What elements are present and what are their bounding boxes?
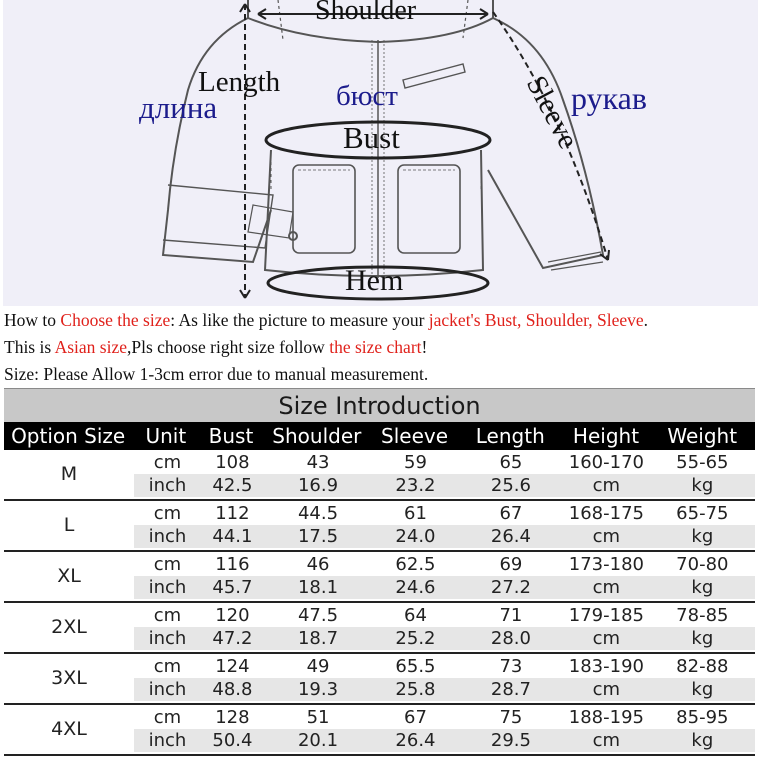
table-cell: 44.1 [212,526,253,547]
table-cell: 75 [499,707,523,728]
table-cell: 29.5 [490,730,531,751]
length-ru-label: длина [139,90,218,125]
table-cell: 65.5 [395,656,436,677]
table-row-inch [134,729,755,752]
table-cell: 27.2 [490,577,531,598]
size-table-title: Size Introduction [4,388,755,423]
hem-label: Hem [345,264,404,297]
table-cell: 108 [215,452,250,473]
table-cell: 78-85 [676,605,729,626]
table-cell: 55-65 [676,452,729,473]
table-cell: inch [148,475,187,496]
table-row-inch [134,678,755,701]
table-cell: 61 [404,503,427,524]
table-cell: 24.0 [395,526,436,547]
table-cell: 120 [215,605,250,626]
table-cell: 160-170 [568,452,644,473]
table-cell: cm [153,503,182,524]
table-cell: 23.2 [395,475,436,496]
note-highlight: jacket's Bust, Shoulder, Sleeve [428,310,644,330]
sleeve-label: Sleeve [519,70,585,154]
table-cell: 59 [404,452,427,473]
note-line [4,362,756,389]
table-row-cm [134,706,755,729]
length-label: Length [198,66,281,98]
size-label: 2XL [51,616,87,638]
table-cell: 173-180 [568,554,644,575]
table-row-inch [134,627,755,650]
note-highlight: Asian size [54,337,127,357]
table-cell: 65-75 [676,503,729,524]
note-text: ! [421,337,428,357]
table-cell: inch [148,526,187,547]
table-cell: 28.7 [490,679,531,700]
table-cell: kg [691,628,714,649]
table-cell: inch [148,577,187,598]
table-cell: 16.9 [297,475,339,496]
table-cell: 45.7 [212,577,253,598]
header-bust: Bust [208,424,254,448]
table-cell: 44.5 [297,503,339,524]
table-cell: cm [592,679,621,700]
table-cell: 20.1 [297,730,339,751]
size-label: 3XL [51,667,87,689]
table-cell: kg [691,475,714,496]
header-unit: Unit [145,424,187,448]
note-highlight: the size chart [329,337,422,357]
table-cell: 73 [499,656,523,677]
table-cell: 67 [404,707,427,728]
note-highlight: Choose the size [60,310,171,330]
table-cell: cm [153,605,182,626]
size-label: L [63,514,75,536]
table-cell: 67 [499,503,523,524]
table-cell: 62.5 [395,554,436,575]
table-cell: 19.3 [297,679,339,700]
table-cell: cm [153,656,182,677]
table-cell: kg [691,730,714,751]
header-length: Length [475,424,545,448]
table-row-cm [134,655,755,678]
table-cell: 25.2 [395,628,436,649]
bust-ru-label: бюст [336,80,398,112]
table-cell: 47.5 [297,605,339,626]
table-cell: 26.4 [395,730,436,751]
table-cell: 64 [404,605,427,626]
header-height: Height [572,424,640,448]
size-instructions [4,308,756,389]
table-cell: 43 [306,452,330,473]
note-text: : As like the picture to measure your [170,310,429,330]
table-cell: 179-185 [568,605,644,626]
table-cell: 183-190 [568,656,644,677]
size-label: M [60,463,78,485]
note-line [4,335,756,362]
table-cell: 128 [215,707,250,728]
header-weight: Weight [667,424,738,448]
table-row-cm [134,451,755,474]
note-text: ,Pls choose right size follow [127,337,330,357]
table-cell: 28.0 [490,628,531,649]
table-cell: 26.4 [490,526,531,547]
table-cell: cm [592,730,621,751]
sleeve-ru-label: рукав [571,80,647,116]
size-row-group [4,603,755,654]
table-cell: 48.8 [212,679,253,700]
table-cell: 18.7 [297,628,339,649]
table-cell: 65 [499,452,523,473]
table-cell: 25.8 [395,679,436,700]
table-row-cm [134,553,755,576]
table-cell: 82-88 [676,656,729,677]
table-cell: 85-95 [676,707,729,728]
bust-label: Bust [343,120,400,155]
table-cell: 46 [306,554,330,575]
table-cell: cm [153,554,182,575]
table-cell: kg [691,679,714,700]
header-option-size: Option Size [11,424,126,448]
table-cell: 51 [306,707,330,728]
note-text: Size: Please Allow 1-3cm error due to manual measurement. [4,364,429,384]
size-row-group [4,654,755,705]
table-cell: 71 [499,605,523,626]
table-cell: 49 [306,656,330,677]
table-cell: 116 [215,554,250,575]
size-table-header [4,422,755,450]
jacket-illustration [3,0,758,306]
table-cell: cm [592,628,621,649]
table-cell: cm [592,526,621,547]
size-label: XL [57,565,81,587]
table-cell: inch [148,628,187,649]
row-divider [4,754,755,756]
header-shoulder: Shoulder [272,424,362,448]
table-cell: 70-80 [676,554,729,575]
table-cell: cm [592,577,621,598]
table-cell: 25.6 [490,475,531,496]
size-row-group [4,705,755,756]
size-label: 4XL [51,718,87,740]
table-row-inch [134,576,755,599]
table-cell: kg [691,577,714,598]
table-cell: 24.6 [395,577,436,598]
shoulder-label: Shoulder [315,0,417,26]
table-row-cm [134,502,755,525]
size-row-group [4,501,755,552]
table-row-cm [134,604,755,627]
note-text: . [643,310,649,330]
table-cell: 168-175 [568,503,644,524]
table-cell: 42.5 [212,475,253,496]
table-cell: 124 [215,656,250,677]
table-cell: 69 [499,554,523,575]
table-cell: cm [592,475,621,496]
table-cell: 50.4 [212,730,253,751]
size-row-group [4,552,755,603]
table-cell: 112 [215,503,250,524]
table-cell: 188-195 [568,707,644,728]
note-line [4,308,756,335]
table-cell: 47.2 [212,628,253,649]
table-cell: cm [153,707,182,728]
table-row-inch [134,525,755,548]
table-cell: kg [691,526,714,547]
table-cell: 17.5 [297,526,339,547]
note-text: How to [4,310,61,330]
table-cell: 18.1 [297,577,339,598]
table-cell: inch [148,679,187,700]
header-sleeve: Sleeve [381,424,449,448]
size-row-group [4,450,755,501]
table-cell: cm [153,452,182,473]
table-row-inch [134,474,755,497]
table-cell: inch [148,730,187,751]
note-text: This is [4,337,55,357]
